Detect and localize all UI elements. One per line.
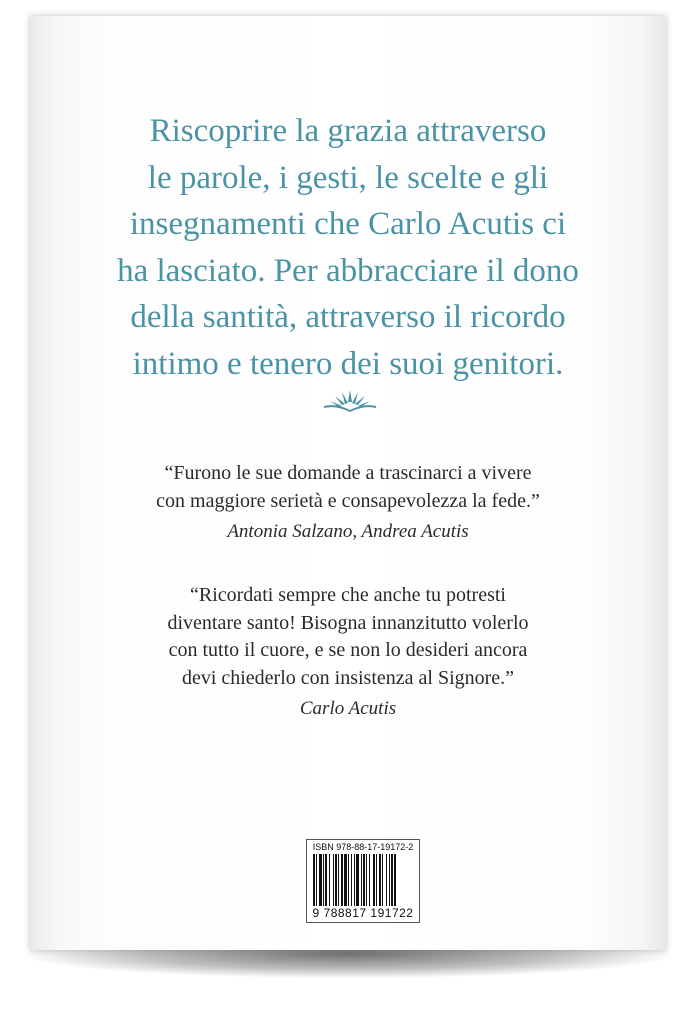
quote-line: diventare santo! Bisogna innanzitutto volerlo <box>167 611 529 634</box>
quote-1 <box>30 460 666 515</box>
blurb-line: della santità, attraverso il ricordo <box>130 299 566 335</box>
quote-line: con maggiore serietà e consapevolezza la fede.” <box>156 489 540 512</box>
blurb-line: le parole, i gesti, le scelte e gli <box>147 159 549 196</box>
blurb-line: Riscoprire la grazia attraverso <box>149 113 547 149</box>
barcode-icon <box>313 854 417 906</box>
blurb-text <box>30 108 666 387</box>
quote-2 <box>30 582 666 692</box>
quote-line: devi chiederlo con insistenza al Signore.” <box>181 666 515 689</box>
blurb-line: intimo e tenero dei suoi genitori. <box>132 345 564 382</box>
quote-line: “Furono le sue domande a trascinarci a vivere <box>164 462 532 484</box>
blurb-line: insegnamenti che Carlo Acutis ci <box>129 206 567 242</box>
quote-1-author: Antonia Salzano, Andrea Acutis <box>227 521 469 542</box>
quote-line: con tutto il cuore, e se non lo desideri ancora <box>168 639 528 661</box>
isbn-barcode <box>306 839 420 923</box>
blurb-line: ha lasciato. Per abbracciare il dono <box>117 252 579 289</box>
isbn-label: ISBN 978-88-17-19172-2 <box>312 842 414 852</box>
barcode-digits: 9 788817 191722 <box>312 906 414 920</box>
lotus-book-icon <box>320 384 380 416</box>
quote-2-author: Carlo Acutis <box>299 698 397 719</box>
quote-line: “Ricordati sempre che anche tu potresti <box>190 584 506 606</box>
